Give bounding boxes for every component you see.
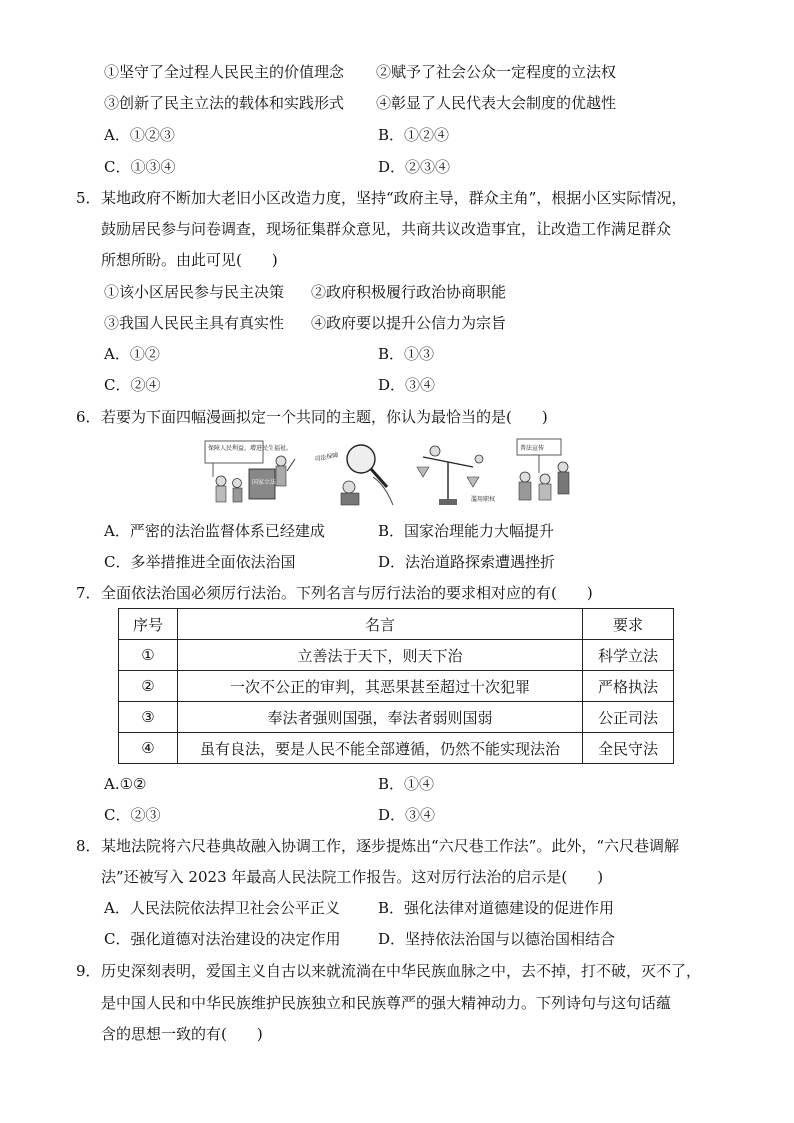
q5-stem-line3: 所想所盼。由此可见( ) <box>101 251 278 269</box>
cartoon2-tag-text: 司法保障 <box>314 451 339 463</box>
q4-choice-c: C．①③④ <box>104 158 176 176</box>
q7-choice-d: D．③④ <box>378 806 436 824</box>
q8-choice-d: D．坚持依法治国与以德治国相结合 <box>378 930 616 948</box>
q7-choice-a: A.①② <box>104 775 147 793</box>
q8-number: 8． <box>76 837 101 855</box>
q9-stem-line2: 是中国人民和中华民族维护民族独立和民族尊严的强大精神动力。下列诗句与这句话蕴 <box>101 994 672 1012</box>
cartoon-magnifier <box>314 445 393 505</box>
row-index: ④ <box>119 733 178 764</box>
q6-number: 6． <box>76 408 101 426</box>
q5-choice-d: D．③④ <box>378 376 436 394</box>
table-row <box>119 733 674 764</box>
q4-statement-1: ①坚守了全过程人民民主的价值理念 <box>104 63 345 81</box>
q8-choice-b: B．强化法律对道德建设的促进作用 <box>378 899 615 917</box>
cartoon-legislation <box>205 441 295 502</box>
q4-choice-a: A．①②③ <box>104 126 175 144</box>
q4-choice-d: D．②③④ <box>378 158 451 176</box>
q6-choice-a: A．严密的法治监督体系已经建成 <box>104 522 325 540</box>
header-requirement: 要求 <box>583 609 674 640</box>
row-maxim: 一次不公正的审判，其恶果甚至超过十次犯罪 <box>178 671 583 702</box>
q5-statement-4: ④政府要以提升公信力为宗旨 <box>311 314 507 332</box>
row-index: ② <box>119 671 178 702</box>
q6-choice-d: D．法治道路探索遭遇挫折 <box>378 553 556 571</box>
table-header-row <box>119 609 674 640</box>
cartoon-strip <box>203 437 583 509</box>
table-row <box>119 671 674 702</box>
q5-statement-1: ①该小区居民参与民主决策 <box>104 283 285 301</box>
q4-choice-b: B．①②④ <box>378 126 450 144</box>
q5-choice-b: B．①③ <box>378 345 435 363</box>
cartoon4-sign-text: 普法宣传 <box>520 445 545 452</box>
q8-choice-a: A．人民法院依法捍卫社会公平正义 <box>104 899 340 917</box>
row-maxim: 立善法于天下，则天下治 <box>178 640 583 671</box>
q7-stem: 全面依法治国必须厉行法治。下列名言与厉行法治的要求相对应的有( ) <box>101 584 593 602</box>
q5-choice-a: A．①② <box>104 345 160 363</box>
q5-statement-3: ③我国人民民主具有真实性 <box>104 314 285 332</box>
row-requirement: 公正司法 <box>583 702 674 733</box>
q8-stem-line1: 某地法院将六尺巷典故融入协调工作，逐步提炼出“六尺巷工作法”。此外，“六尺巷调解 <box>101 837 680 855</box>
row-requirement: 科学立法 <box>583 640 674 671</box>
q5-choice-c: C．②④ <box>104 376 161 394</box>
header-index: 序号 <box>119 609 178 640</box>
row-maxim: 奉法者强则国强，奉法者弱则国弱 <box>178 702 583 733</box>
header-maxim: 名言 <box>178 609 583 640</box>
q5-statement-2: ②政府积极履行政治协商职能 <box>311 283 507 301</box>
q5-stem-line1: 某地政府不断加大老旧小区改造力度，坚持“政府主导，群众主角”，根据小区实际情况， <box>101 189 687 207</box>
cartoon1-book-text: 国家立法 <box>252 479 277 486</box>
q8-choice-c: C．强化道德对法治建设的决定作用 <box>104 930 341 948</box>
q4-statement-4: ④彰显了人民代表大会制度的优越性 <box>376 94 617 112</box>
row-index: ③ <box>119 702 178 733</box>
row-maxim: 虽有良法，要是人民不能全部遵循，仍然不能实现法治 <box>178 733 583 764</box>
row-requirement: 全民守法 <box>583 733 674 764</box>
q4-statement-3: ③创新了民主立法的载体和实践形式 <box>104 94 345 112</box>
cartoon1-sign-text: 保障人民利益，增进民生福祉。 <box>208 445 293 452</box>
q6-choice-c: C．多举措推进全面依法治国 <box>104 553 296 571</box>
q7-choice-c: C．②③ <box>104 806 161 824</box>
q5-stem-line2: 鼓励居民参与问卷调查，现场征集群众意见，共商共议改造事宜，让改造工作满足群众 <box>101 220 672 238</box>
q5-number: 5． <box>76 189 101 207</box>
row-requirement: 严格执法 <box>583 671 674 702</box>
q7-choice-b: B．①④ <box>378 775 435 793</box>
cartoon3-tag-text: 滥用职权 <box>471 496 496 503</box>
table-row <box>119 640 674 671</box>
cartoon-publicity <box>517 439 569 500</box>
q9-stem-line3: 含的思想一致的有( ) <box>101 1025 263 1043</box>
cartoon-scales <box>417 446 495 505</box>
q8-stem-line2: 法”还被写入 2023 年最高人民法院工作报告。这对厉行法治的启示是( ) <box>101 868 604 886</box>
row-index: ① <box>119 640 178 671</box>
q6-stem: 若要为下面四幅漫画拟定一个共同的主题，你认为最恰当的是( ) <box>101 408 548 426</box>
table-row <box>119 702 674 733</box>
q4-statement-2: ②赋予了社会公众一定程度的立法权 <box>376 63 617 81</box>
q9-number: 9． <box>76 962 101 980</box>
q6-choice-b: B．国家治理能力大幅提升 <box>378 522 555 540</box>
maxims-table <box>118 608 674 764</box>
q9-stem-line1: 历史深刻表明，爱国主义自古以来就流淌在中华民族血脉之中，去不掉，打不破，灭不了， <box>101 962 702 980</box>
q7-number: 7． <box>76 584 101 602</box>
